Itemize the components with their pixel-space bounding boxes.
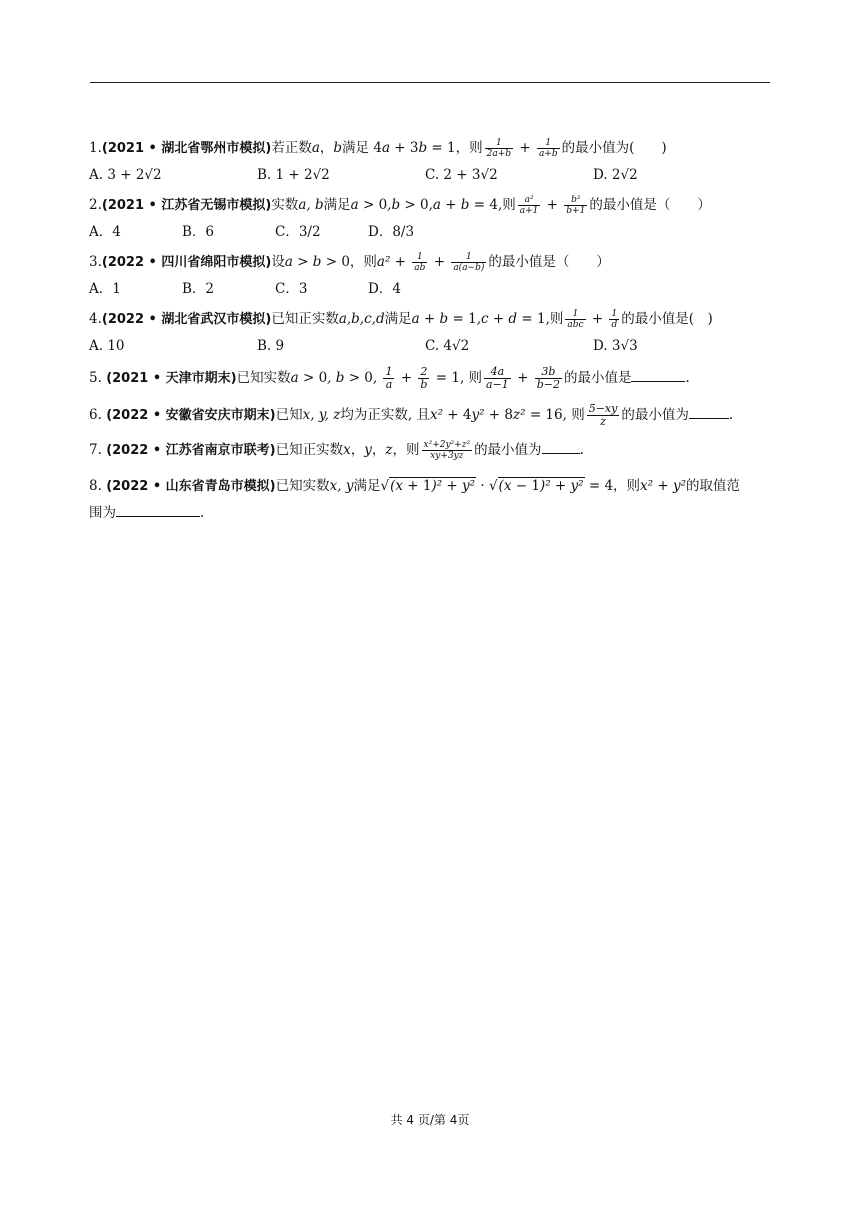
question-text: .	[685, 370, 690, 386]
math-equation: √(x + 1)² + y² · √(x − 1)² + y² = 4	[380, 478, 614, 494]
answer-options	[89, 336, 779, 356]
question-text: 已知实数	[275, 478, 330, 494]
math: a,b,c,d	[338, 311, 385, 327]
question-list	[89, 138, 779, 526]
question-text: 均为正实数, 且	[340, 407, 430, 423]
answer-options	[89, 222, 779, 242]
question-text: 的最小值为( )	[561, 140, 667, 156]
question-text: ，则	[613, 478, 641, 494]
question-text: .	[728, 407, 734, 423]
question-text: 的最小值是（ ）	[488, 254, 610, 270]
answer-blank[interactable]	[542, 441, 580, 454]
math: a > b > 0	[284, 254, 350, 270]
question-number: 8.	[89, 478, 102, 494]
option-c: C．3	[275, 281, 308, 297]
option-d: D．4	[368, 281, 401, 297]
question-text: 满足	[323, 197, 351, 213]
question-text: 的最小值为	[474, 442, 542, 458]
page-footer: 共 4 页/第 4页	[390, 1113, 470, 1127]
question-number: 5.	[89, 370, 102, 386]
question-source: (2022 • 湖北省武汉市模拟)	[101, 312, 272, 327]
option-a: A. 10	[89, 338, 125, 354]
question-text: 的最小值是( )	[621, 311, 713, 327]
math-equation: a + b = 1,c + d = 1	[411, 311, 546, 327]
question-7: 7. (2022 • 江苏省南京市联考)已知正实数x，y，z，则 $\frac{\text{x²+2y²+z²}}{xy+3yz}$ 的最小值为 .	[89, 440, 584, 461]
answer-blank[interactable]	[116, 504, 200, 517]
math-expression: $\frac{\text{x²+2y²+z²}}{xy+3yz}$	[423, 440, 471, 461]
option-b: B．2	[182, 281, 215, 297]
question-number: 6.	[89, 407, 102, 423]
question-text: ,则	[497, 197, 516, 213]
question-text: ，则	[349, 254, 377, 270]
option-d: D．8/3	[368, 224, 415, 240]
math-equation: 4a + 3b = 1	[373, 140, 456, 156]
question-5	[89, 366, 779, 391]
math-expression: $\frac{4a}{a-1}$ + $\frac{3b}{b-2}$	[486, 365, 560, 391]
question-text: 已知实数	[236, 370, 291, 386]
math: a, b	[298, 197, 324, 213]
question-text: ，则	[455, 140, 483, 156]
question-text: .	[200, 505, 205, 521]
math-expression: $\frac{1}{\text{abc}}$ + $\frac{1}{d}$	[567, 309, 618, 330]
question-text: 的最小值是（ ）	[589, 197, 711, 213]
math-expression: $\frac{\text{a²}}{a+1}$ + $\frac{\text{b²}}{b+1}$	[519, 195, 586, 216]
question-text: 的取值范	[686, 478, 741, 494]
question-text: 已知正实数	[271, 311, 339, 327]
question-number: 2.	[89, 197, 102, 213]
question-text: 满足	[353, 478, 381, 494]
option-b: B. 9	[257, 338, 285, 354]
question-text: 已知	[275, 407, 303, 423]
math: x, y, z	[302, 407, 341, 423]
option-a: A．4	[89, 224, 121, 240]
math-expression: $\frac{1}{2a+b}$ + $\frac{1}{a+b}$	[486, 138, 558, 159]
question-text: .	[579, 442, 584, 458]
option-c: C. 4√2	[425, 338, 470, 354]
question-text: 实数	[271, 197, 299, 213]
question-text: 围为	[89, 505, 116, 521]
question-source: (2022 • 四川省绵阳市模拟)	[101, 255, 272, 270]
question-text: 的最小值是	[563, 370, 632, 386]
question-3	[89, 252, 779, 273]
question-text: 若正数	[271, 140, 312, 156]
math-expression: a² + $\frac{1}{ab}$ + $\frac{1}{a(a-b)}$	[376, 252, 485, 273]
answer-blank[interactable]	[689, 406, 729, 419]
question-text: ,则	[545, 311, 564, 327]
question-source: (2022 • 安徽省安庆市期末)	[106, 408, 276, 423]
math-equation: a > 0, b > 0, $\frac{1}{a}$ + $\frac{2}{b}$ = 1	[290, 365, 460, 391]
math: z	[385, 442, 393, 458]
option-a: A．1	[89, 281, 121, 297]
question-text: , 则	[562, 407, 585, 423]
question-text: 满足	[342, 140, 370, 156]
math: a	[311, 140, 320, 156]
option-a: A. 3 + 2√2	[89, 167, 162, 183]
answer-options	[89, 165, 779, 185]
header-rule	[90, 82, 770, 83]
question-source: (2022 • 江苏省南京市联考)	[106, 443, 276, 458]
option-b: B. 1 + 2√2	[257, 167, 330, 183]
question-2	[89, 195, 779, 216]
question-text: 已知正实数	[275, 442, 344, 458]
question-text: 的最小值为	[621, 407, 689, 423]
math: b	[333, 140, 343, 156]
math: x	[343, 442, 351, 458]
question-source: (2021 • 湖北省鄂州市模拟)	[101, 141, 272, 156]
question-number: 1.	[89, 140, 102, 156]
option-d: D. 3√3	[593, 338, 638, 354]
option-d: D. 2√2	[593, 167, 638, 183]
question-source: (2021 • 天津市期末)	[106, 371, 237, 386]
answer-options	[89, 279, 779, 299]
question-text: 满足	[384, 311, 412, 327]
question-4	[89, 309, 779, 330]
question-text: , 则	[459, 370, 483, 386]
math-expression: x² + y²	[640, 478, 687, 494]
answer-blank[interactable]	[631, 369, 685, 382]
question-8	[89, 473, 779, 526]
question-number: 3.	[89, 254, 102, 270]
question-1: 1.(2021 • 湖北省鄂州市模拟)若正数a，b满足 4a + 3b = 1，则 $\frac{1}{2a+b}$ + $\frac{1}{a+b}$ 的最小值为( )	[89, 138, 667, 159]
question-text: 设	[271, 254, 285, 270]
math: x, y	[329, 478, 354, 494]
option-b: B．6	[182, 224, 215, 240]
math-expression: $\frac{5-xy}{z}$	[588, 402, 618, 428]
math-equation: x² + 4y² + 8z² = 16	[429, 407, 563, 423]
math: y	[364, 442, 372, 458]
question-text: ，则	[392, 442, 420, 458]
question-source: (2021 • 江苏省无锡市模拟)	[101, 198, 272, 213]
option-c: C．3/2	[275, 224, 321, 240]
math-equation: a > 0,b > 0,a + b = 4	[350, 197, 498, 213]
option-c: C. 2 + 3√2	[425, 167, 498, 183]
question-source: (2022 • 山东省青岛市模拟)	[106, 479, 276, 494]
question-number: 4.	[89, 311, 102, 327]
question-number: 7.	[89, 442, 102, 458]
question-6	[89, 403, 779, 428]
